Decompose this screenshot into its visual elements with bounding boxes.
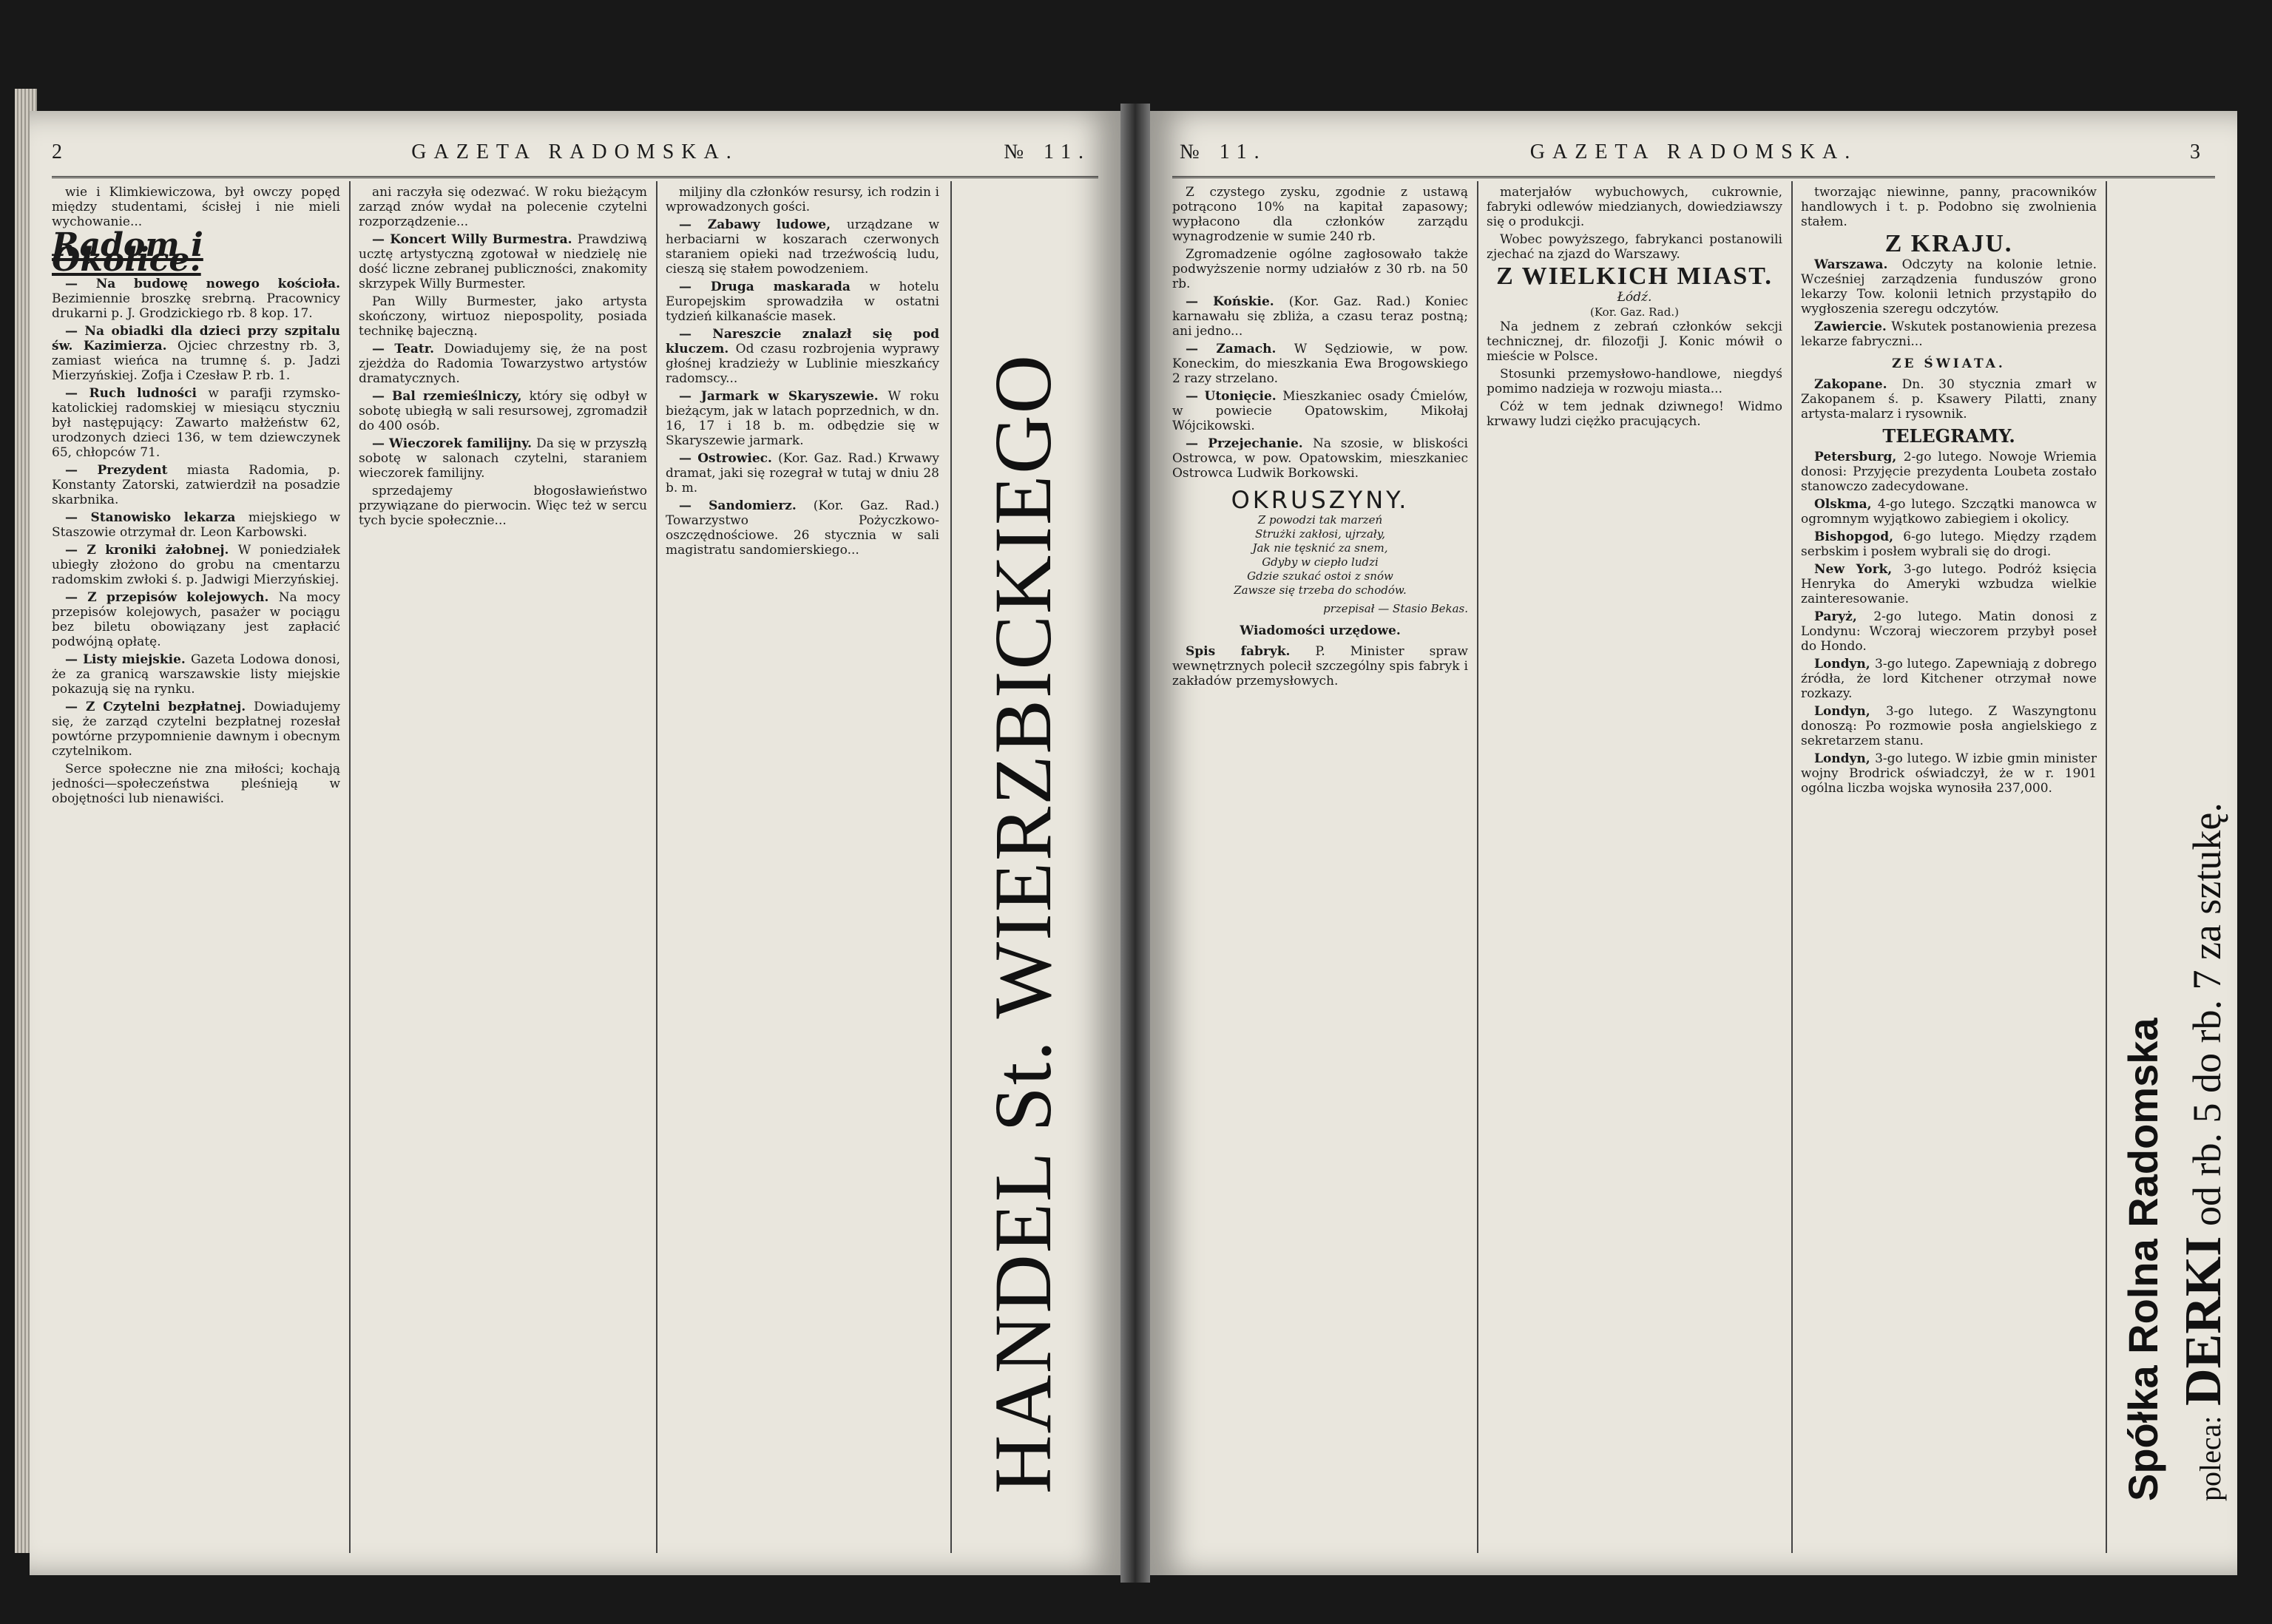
news-item-body: Dn. 30 stycznia zmarł w Zakopanem ś. p. Ksawery Pilatti, znany artysta-malarz i rysownik. [1801, 377, 2097, 422]
news-item-body: W Sędziowie, w pow. Koneckim, do mieszkania Ewa Brogowskiego 2 razy strzelano. [1172, 342, 1468, 386]
news-item [1801, 185, 2097, 229]
page-number: 2 [52, 141, 70, 163]
news-item-heading: Olskma, [1814, 497, 1878, 512]
right-column-2 [1487, 185, 1782, 1553]
poem-title: OKRUSZYNY. [1231, 486, 1410, 514]
news-item [1801, 450, 2097, 494]
news-item-heading: — Ostrowiec. [679, 451, 779, 466]
news-item [1801, 704, 2097, 748]
left-column-3 [666, 185, 939, 1553]
news-item [1801, 657, 2097, 701]
ad-product: DERKI [2175, 1236, 2232, 1406]
section-title: Z WIELKICH MIAST. [1496, 263, 1773, 290]
left-page [30, 111, 1120, 1575]
news-item [1801, 377, 2097, 422]
news-item-heading: Londyn, [1814, 751, 1876, 766]
news-item [52, 762, 340, 806]
poem-line: Zawsze się trzeba do schodów. [1234, 583, 1407, 597]
news-item [52, 386, 340, 460]
section-subtitle: Łódź. [1617, 290, 1652, 305]
news-item [1801, 609, 2097, 654]
news-item [52, 543, 340, 587]
news-item-heading: — Wieczorek familijny. [372, 436, 537, 451]
news-item-heading: — Przejechanie. [1186, 436, 1313, 451]
advertisement-handel [958, 192, 1106, 1553]
news-item-body: materjałów wybuchowych, cukrownie, fabryki odlewów miedzianych, dowiedziawszy się o produkcji. [1487, 185, 1782, 229]
news-item [1172, 389, 1468, 433]
news-item-body: Wobec powyższego, fabrykanci postanowili zjechać na zjazd do Warszawy. [1487, 232, 1782, 262]
news-item-heading: — Końskie. [1186, 294, 1289, 309]
news-item [1801, 751, 2097, 796]
news-item [1801, 562, 2097, 606]
news-item [666, 280, 939, 324]
poem-line: Strużki zakłosi, ujrzały, [1255, 527, 1385, 541]
news-item [1172, 294, 1468, 339]
masthead: GAZETA RADOMSKA. [1529, 141, 1858, 163]
news-item-body: miejskiego w Staszowie otrzymał dr. Leon Karbowski. [52, 510, 340, 540]
advertisement-spolka-rolna [2112, 192, 2230, 1553]
news-item [666, 185, 939, 214]
news-item-body: 4-go lutego. Szczątki manowca w ogromnym wyjątkowo zabiegiem i okolicy. [1801, 497, 2097, 527]
news-item-heading: — Prezydent [65, 463, 187, 478]
news-item-body: miljiny dla członków resursy, ich rodzin i wprowadzonych gości. [666, 185, 939, 214]
column-divider [656, 181, 657, 1553]
news-list [1801, 450, 2097, 796]
news-item-heading: — Bal rzemieślniczy, [372, 389, 530, 404]
left-column-2 [359, 185, 647, 1553]
news-item [1801, 257, 2097, 317]
news-item-body: Od czasu rozbrojenia wyprawy głośnej kradzieży w Lublinie mieszkańcy radomscy... [666, 342, 939, 386]
poem-line: Z powodzi tak marzeń [1257, 513, 1383, 527]
news-item-heading: — Na obiadki dla dzieci przy szpitalu św. Kazimierza. [52, 324, 340, 353]
news-item-heading: Petersburg, [1814, 450, 1904, 464]
poem-line: Gdyby w ciepło ludzi [1262, 555, 1379, 569]
news-item-body: 3-go lutego. Z Waszyngtonu donoszą: Po rozmowie posła angielskiego z sekretarzem stanu. [1801, 704, 2097, 748]
column-divider [1791, 181, 1793, 1553]
news-item [1801, 497, 2097, 527]
news-item-heading: Londyn, [1814, 704, 1886, 719]
news-item-heading: — Sandomierz. [679, 498, 814, 513]
news-item [1172, 436, 1468, 481]
news-item [52, 700, 340, 759]
news-item [52, 590, 340, 649]
header-rule [52, 176, 1098, 178]
news-item [1487, 367, 1782, 396]
news-item [666, 217, 939, 277]
news-item-heading: Zawiercie. [1814, 319, 1892, 334]
news-item [52, 510, 340, 540]
news-item [52, 277, 340, 321]
column-divider [349, 181, 351, 1553]
poem-author: przepisał — Stasio Bekas. [1323, 602, 1468, 615]
news-item [1487, 232, 1782, 262]
news-item-body: Mieszkaniec osady Ćmielów, w powiecie Opatowskim, Mikołaj Wójcikowski. [1172, 389, 1468, 433]
poem-line: Jak nie tęsknić za snem, [1252, 541, 1388, 555]
news-item [52, 463, 340, 507]
right-page [1150, 111, 2237, 1575]
news-item-body: który się odbył w sobotę ubiegłą w sali resursowej, zgromadził do 400 osób. [359, 389, 647, 433]
news-item-heading: — Ruch ludności [65, 386, 209, 401]
news-list [1172, 185, 1468, 481]
poem-line: Gdzie szukać ostoi z snów [1247, 569, 1393, 583]
news-item [359, 484, 647, 528]
news-item [1172, 247, 1468, 291]
news-item-body: Na mocy przepisów kolejowych, pasażer w pociągu bez biletu obowiązany jest zapłacić podwójną opłatę. [52, 590, 340, 649]
official-news-title: Wiadomości urzędowe. [1240, 623, 1401, 638]
news-item-body: Zgromadzenie ogólne zagłosowało także podwyższenie normy udziałów z 30 rb. na 50 rb. [1172, 247, 1468, 291]
news-item-body: Prawdziwą ucztę artystyczną zgotował w niedzielę nie dość liczne zebranej publiczności, znakomity skrzypek Willy Burmester. [359, 232, 647, 291]
news-item [359, 232, 647, 291]
news-item-body: 6-go lutego. Między rządem serbskim i posłem wybrali się do drogi. [1801, 530, 2097, 559]
news-list [52, 277, 340, 806]
news-item-body: 2-go lutego. Matin donosi z Londynu: Wczoraj wieczorem przybył poseł do Hondo. [1801, 609, 2097, 654]
news-item-body: 2-go lutego. Nowoje Wriemia donosi: Przyjęcie prezydenta Loubeta zostało stanowczo zadecydowane. [1801, 450, 2097, 494]
ad-handel-line2: St. WIERZBICKIEGO [978, 353, 1068, 1132]
news-item [359, 294, 647, 339]
news-item-heading: — Teatr. [372, 342, 444, 356]
intro-text: wie i Klimkiewiczowa, był owczy popęd między studentami, ścisłej i nie mieli wychowanie... [52, 185, 340, 229]
news-item-heading: — Druga maskarada [679, 280, 870, 294]
news-item-heading: — Jarmark w Skaryszewie. [679, 389, 888, 404]
news-item-body: 3-go lutego. Podróż księcia Henryka do Ameryki wzbudza wielkie zainteresowanie. [1801, 562, 2097, 606]
news-item-heading: — Utonięcie. [1186, 389, 1283, 404]
news-item-body: sprzedajemy błogosławieństwo przywiązane do pierwocin. Więc też w sercu tych bycie społecznie... [359, 484, 647, 528]
news-item-body: ani raczyła się odezwać. W roku bieżącym zarząd znów wydał na polecenie czytelni rozporządzenie... [359, 185, 647, 229]
news-item-heading: — Stanowisko lekarza [65, 510, 248, 525]
news-item [1801, 319, 2097, 349]
news-item-body: Dowiadujemy się, że na post zjeżdża do Radomia Towarzystwo artystów dramatycznych. [359, 342, 647, 386]
swiat-title: ZE ŚWIATA. [1892, 356, 2006, 371]
news-item-body: Odczyty na kolonie letnie. Wcześniej zarządzenia funduszów grono lekarzy Tow. kolonii letnich przystąpiło do wygłoszenia szeregu odczytów. [1801, 257, 2097, 317]
right-column-3 [1801, 185, 2097, 1553]
news-item-heading: — Zabawy ludowe, [679, 217, 847, 232]
news-item-body: tworzając niewinne, panny, pracowników handlowych i t. p. Podobno się zwolnienia stałem. [1801, 185, 2097, 229]
news-item [1801, 530, 2097, 559]
news-list [1487, 185, 1782, 262]
news-list [359, 185, 647, 528]
news-item-heading: — Zamach. [1186, 342, 1294, 356]
news-item [1172, 342, 1468, 386]
news-item-body: Na szosie, w bliskości Ostrowca, w pow. Opatowskim, mieszkaniec Ostrowca Ludwik Borkowski. [1172, 436, 1468, 481]
news-item [666, 451, 939, 495]
left-page-header [30, 141, 1120, 170]
issue-number: № 11. [1180, 141, 1267, 163]
news-item-heading: — Z Czytelni bezpłatnej. [65, 700, 254, 714]
news-item-body: Wskutek postanowienia prezesa lekarze fabryczni... [1801, 319, 2097, 349]
news-item-heading: Zakopane. [1814, 377, 1902, 392]
news-item-body: Serce społeczne nie zna miłości; kochają jedności—społeczeństwa pleśnieją w obojętności lub nienawiści. [52, 762, 340, 806]
kraj-title: Z KRAJU. [1884, 230, 2013, 257]
news-list [666, 185, 939, 558]
news-item-body: w parafji rzymsko-katolickiej radomskiej w miesiącu styczniu był następujący: Zawarto małżeństw 62, urodzonych dzieci 136, w tem dziewczynek 65, chłopców 71. [52, 386, 340, 460]
ad-poleca: poleca: [2194, 1415, 2227, 1501]
news-item [359, 389, 647, 433]
news-item-body: (Kor. Gaz. Rad.) Koniec karnawału się zbliża, a czasu teraz postną; ani jedno... [1172, 294, 1468, 339]
news-item-body: W roku bieżącym, jak w latach poprzednich, w dn. 16, 17 i 18 b. m. odbędzie się w Skaryszewie jarmark. [666, 389, 939, 448]
header-rule [1172, 176, 2215, 178]
news-list [1801, 185, 2097, 229]
news-item-body: W poniedziałek ubiegły złożono do grobu na cmentarzu radomskim zwłoki ś. p. Jadwigi Mierzyńskiej. [52, 543, 340, 587]
news-item [1487, 399, 1782, 429]
news-item [52, 652, 340, 697]
news-item [1487, 185, 1782, 229]
news-item-heading: — Z kroniki żałobnej. [65, 543, 238, 558]
right-column-1 [1172, 185, 1468, 1553]
page-number: 3 [2190, 141, 2208, 163]
column-divider [950, 181, 952, 1553]
right-page-header [1150, 141, 2237, 170]
news-item [359, 185, 647, 229]
news-item-body: Cóż w tem jednak dziwnego! Widmo krwawy ludzi ciężko pracujących. [1487, 399, 1782, 429]
news-item-body: (Kor. Gaz. Rad.) Krwawy dramat, jaki się rozegrał w tutaj w dniu 28 b. m. [666, 451, 939, 495]
news-item-body: Na jednem z zebrań członków sekcji technicznej, dr. filozofji J. Konic mówił o mieście w Polsce. [1487, 319, 1782, 364]
ad-company: Spółka Rolna Radomska [2120, 1018, 2166, 1501]
news-item [52, 324, 340, 383]
news-item-body: (Kor. Gaz. Rad.) Towarzystwo Pożyczkowo-oszczędnościowe. 26 stycznia w sali magistratu sandomierskiego... [666, 498, 939, 558]
news-item-heading: — Listy miejskie. [65, 652, 191, 667]
section-note: (Kor. Gaz. Rad.) [1590, 305, 1679, 319]
section-title: Radom i Okolice. [52, 226, 203, 279]
official-item: Spis fabryk. P. Minister spraw wewnętrznych polecił szczególny spis fabryk i zakładów przemysłowych. [1172, 644, 1468, 688]
news-item-heading: New York, [1814, 562, 1904, 577]
news-item-body: Dowiadujemy się, że zarząd czytelni bezpłatnej rozesłał powtórne przypomnienie dawnym i obecnym czytelnikom. [52, 700, 340, 759]
news-item-body: 3-go lutego. W izbie gmin minister wojny Brodrick oświadczył, że w r. 1901 ogólna liczba wojska wynosiła 237,000. [1801, 751, 2097, 796]
telegrams-title: TELEGRAMY. [1882, 425, 2015, 447]
news-item-body: w hotelu Europejskim sprowadziła w ostatni tydzień kilkanaście masek. [666, 280, 939, 324]
news-item-body: urządzane w herbaciarni w koszarach czerwonych staraniem opieki nad trzeźwością ludu, cieszą się stałem powodzeniem. [666, 217, 939, 277]
news-item-body: 3-go lutego. Zapewniają z dobrego źródła, że lord Kitchener otrzymał nowe rozkazy. [1801, 657, 2097, 701]
news-item-heading: Bishopgod, [1814, 530, 1904, 544]
news-item-heading: Londyn, [1814, 657, 1876, 671]
left-column-1 [52, 185, 340, 1553]
news-item-heading: — Na budowę nowego kościoła. [65, 277, 340, 291]
news-item-body: Pan Willy Burmester, jako artysta skończony, wirtuoz niepospolity, posiada technikę bajeczną. [359, 294, 647, 339]
news-item-body: miasta Radomia, p. Konstanty Zatorski, zatwierdził na posadzie skarbnika. [52, 463, 340, 507]
column-divider [2106, 181, 2107, 1553]
news-item [1172, 185, 1468, 244]
news-item [359, 342, 647, 386]
ad-handel-line1: HANDEL [978, 1153, 1068, 1494]
news-item-body: Ojciec chrzestny rb. 3, zamiast wieńca na trumnę ś. p. Jadzi Mierzyńskiej. Zofja i Czesław P. rb. 1. [52, 339, 340, 383]
poem [1172, 513, 1468, 598]
news-item-body: Bezimiennie broszkę srebrną. Pracownicy drukarni p. J. Grodzickiego rb. 8 kop. 17. [52, 291, 340, 321]
column-divider [1477, 181, 1478, 1553]
news-item-body: Da się w przyszłą sobotę w salonach czytelni, staraniem wieczorek familijny. [359, 436, 647, 481]
news-item-body: Z czystego zysku, zgodnie z ustawą potrącono 10% na kapitał zapasowy; wypłacono dla członków zarządu wynagrodzenie w sumie 240 rb. [1172, 185, 1468, 244]
news-item [1487, 319, 1782, 364]
news-item-heading: Paryż, [1814, 609, 1874, 624]
news-list [1801, 377, 2097, 422]
news-item [666, 389, 939, 448]
news-item-body: Stosunki przemysłowo-handlowe, niegdyś pomimo nadzieja w rozwoju miasta... [1487, 367, 1782, 396]
news-item-heading: — Nareszcie znalazł się pod kluczem. [666, 327, 939, 356]
news-list [1487, 319, 1782, 429]
news-item-heading: Warszawa. [1814, 257, 1902, 272]
issue-number: № 11. [1004, 141, 1091, 163]
news-item [359, 436, 647, 481]
news-item-heading: — Koncert Willy Burmestra. [372, 232, 578, 247]
ad-price: od rb. 5 do rb. 7 za sztukę. [2185, 802, 2229, 1227]
news-item [666, 327, 939, 386]
news-list [1801, 257, 2097, 349]
binding-gutter [1120, 104, 1150, 1583]
news-item [666, 498, 939, 558]
masthead: GAZETA RADOMSKA. [411, 141, 739, 163]
news-item-body: Gazeta Lodowa donosi, że za granicą warszawskie listy miejskie pokazują się na rynku. [52, 652, 340, 697]
news-item-heading: — Z przepisów kolejowych. [65, 590, 279, 605]
